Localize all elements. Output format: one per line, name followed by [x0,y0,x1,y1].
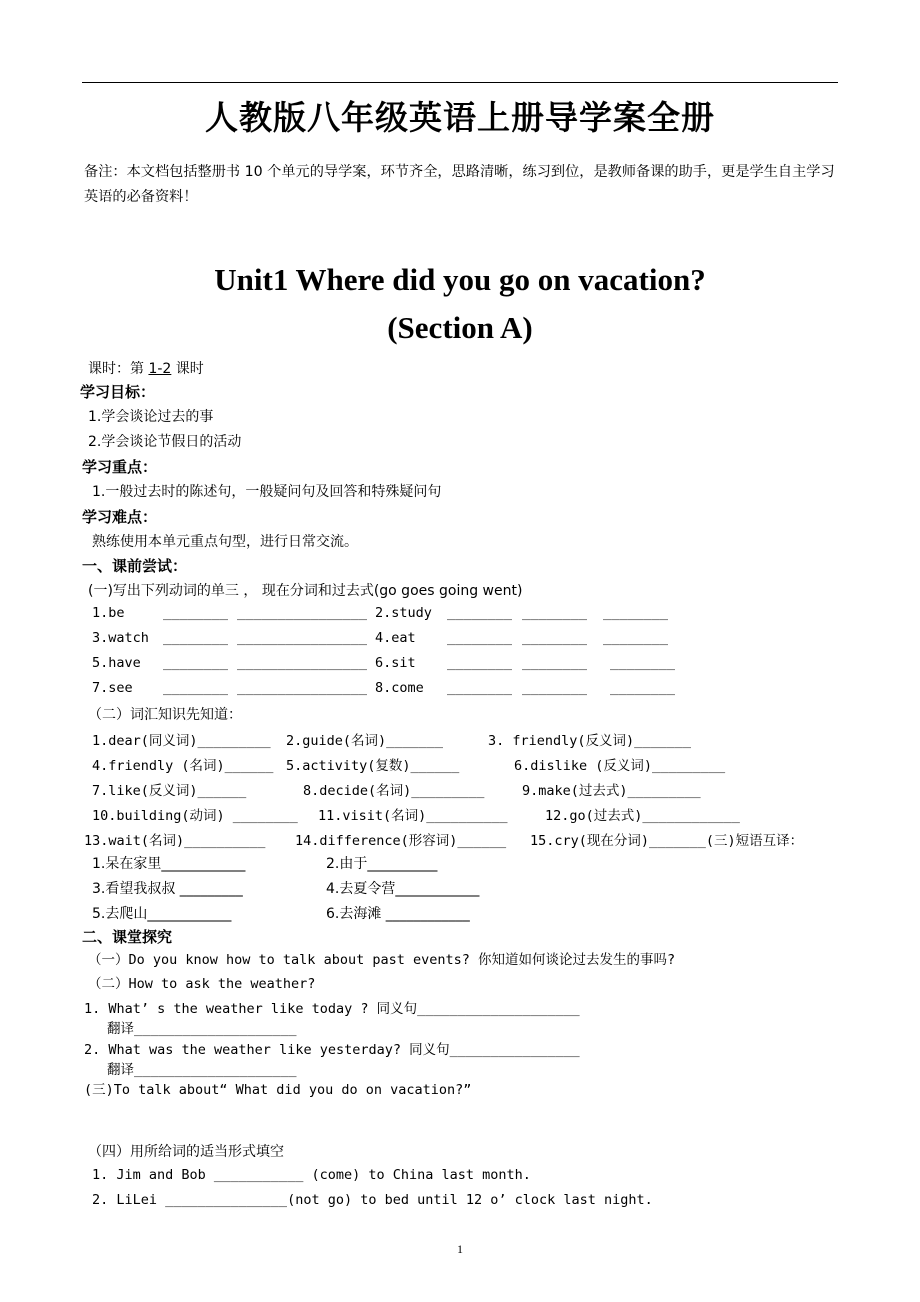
part1-sub2-title: （二）词汇知识先知道： [88,707,242,723]
vocab-item: 1.dear(同义词)_________ [92,733,271,749]
inquiry-item: 2. What was the weather like yesterday? 同义句________________ [84,1042,580,1058]
answer-blank[interactable]: ________ [302,630,368,646]
document-note: 备注：本文档包括整册书 10 个单元的导学案，环节齐全，思路清晰，练习到位，是教师备课的助手，更是学生自主学习英语的必备资料！ [84,164,835,205]
answer-blank[interactable]: ________ [603,605,669,621]
vocab-item: 12.go(过去式)____________ [545,808,740,824]
vocab-item: 4.friendly (名词)______ [92,758,274,774]
answer-blank[interactable]: ________ [237,605,303,621]
inquiry-item: （一）Do you know how to talk about past events? 你知道如何谈论过去发生的事吗? [88,952,676,968]
top-rule [82,82,838,83]
fill-item: 2. LiLei _______________(not go) to bed until 12 o’ clock last night. [92,1192,653,1208]
document-title: 人教版八年级英语上册导学案全册 [205,98,715,137]
part1-heading: 一、课前尝试： [82,557,188,575]
phrase-item: 2.由于__________ [326,856,438,872]
lesson-period: 课时：第 1-2 课时 [88,361,204,377]
vocab-item: 10.building(动词) ________ [92,808,298,824]
vocab-item: 3. friendly(反义词)_______ [488,733,692,749]
answer-blank[interactable]: ________ [610,680,676,696]
vocab-item: 6.dislike (反义词)_________ [514,758,726,774]
phrase-item: 4.去夏令营____________ [326,881,480,897]
answer-blank[interactable]: ________ [522,630,588,646]
vocab-item: 8.decide(名词)_________ [303,783,485,799]
goals-heading: 学习目标： [80,383,156,401]
inquiry-item: 1. What’ s the weather like today ? 同义句____________________ [84,1001,580,1017]
vocab-item: 5.activity(复数)______ [286,758,460,774]
verb-item: 7.see [92,680,133,696]
answer-blank[interactable]: ________ [447,605,513,621]
verb-item: 3.watch [92,630,149,646]
phrase-item: 1.呆在家里____________ [92,856,246,872]
answer-blank[interactable]: ________ [522,655,588,671]
phrase-item: 6.去海滩 ____________ [326,906,470,922]
verb-item: 1.be [92,605,125,621]
answer-blank[interactable]: ________ [302,605,368,621]
verb-item: 8.come [375,680,424,696]
phrase-item: 3.看望我叔叔 _________ [92,881,243,897]
vocab-item: 13.wait(名词)__________ [84,833,266,849]
answer-blank[interactable]: ________ [447,630,513,646]
fill-item: 1. Jim and Bob ___________ (come) to China last month. [92,1167,531,1183]
verb-item: 2.study [375,605,432,621]
answer-blank[interactable]: ________ [163,655,229,671]
answer-blank[interactable]: ________ [522,680,588,696]
answer-blank[interactable]: ________ [163,630,229,646]
part2-heading: 二、课堂探究 [82,928,173,946]
goal-item: 1.学会谈论过去的事 [88,409,214,425]
vocab-item: 2.guide(名词)_______ [286,733,444,749]
answer-blank[interactable]: ________ [163,605,229,621]
key-point: 1.一般过去时的陈述句，一般疑问句及回答和特殊疑问句 [92,484,442,500]
answer-blank[interactable]: ________ [302,680,368,696]
answer-blank[interactable]: ________ [447,680,513,696]
vocab-item: 9.make(过去式)_________ [522,783,701,799]
difficulty-heading: 学习难点： [82,508,158,526]
answer-blank[interactable]: ________ [610,655,676,671]
verb-item: 6.sit [375,655,416,671]
answer-blank[interactable]: ________ [163,680,229,696]
phrase-item: 5.去爬山____________ [92,906,232,922]
page-number: 1 [457,1242,463,1256]
answer-blank[interactable]: ________ [603,630,669,646]
inquiry-item: (三)To talk about“ What did you do on vacation?” [84,1082,472,1098]
inquiry-item: 翻译____________________ [107,1062,297,1078]
difficulty-text: 熟练使用本单元重点句型，进行日常交流。 [92,534,358,550]
goal-item: 2.学会谈论节假日的活动 [88,434,242,450]
vocab-item: 15.cry(现在分词)_______(三)短语互译： [530,833,804,849]
verb-item: 4.eat [375,630,416,646]
key-heading: 学习重点： [82,458,158,476]
fill-title: （四）用所给词的适当形式填空 [88,1144,284,1160]
answer-blank[interactable]: ________ [237,680,303,696]
answer-blank[interactable]: ________ [302,655,368,671]
vocab-item: 7.like(反义词)______ [92,783,247,799]
vocab-item: 11.visit(名词)__________ [318,808,508,824]
part1-sub1-title: (一)写出下列动词的单三 ， 现在分词和过去式(go goes going went) [88,583,523,599]
answer-blank[interactable]: ________ [237,630,303,646]
answer-blank[interactable]: ________ [522,605,588,621]
inquiry-item: 翻译____________________ [107,1021,297,1037]
vocab-item: 14.difference(形容词)______ [295,833,507,849]
unit-title: Unit1 Where did you go on vacation? [214,262,706,297]
verb-item: 5.have [92,655,141,671]
section-title: (Section A) [387,310,533,345]
answer-blank[interactable]: ________ [237,655,303,671]
answer-blank[interactable]: ________ [447,655,513,671]
inquiry-item: （二）How to ask the weather? [88,976,316,992]
